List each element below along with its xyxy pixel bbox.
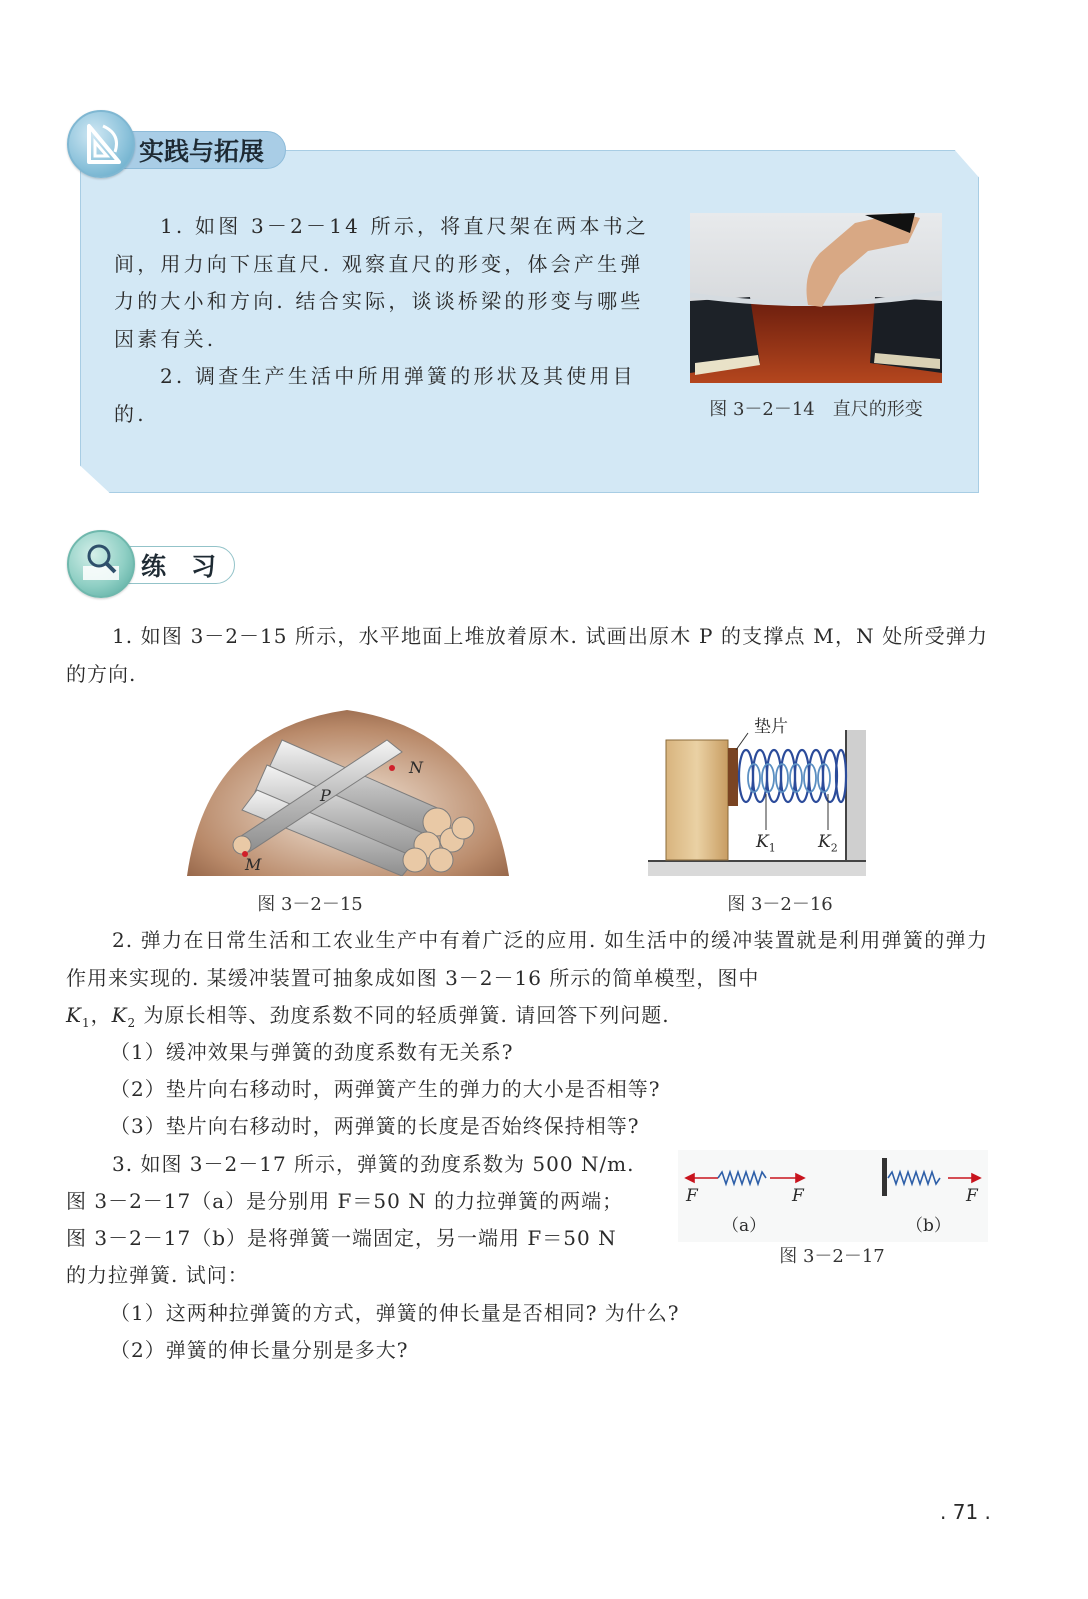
label-p: P: [320, 786, 331, 805]
q2-k2: K: [111, 1003, 128, 1027]
label-fa-left: F: [686, 1186, 698, 1206]
label-n: N: [409, 758, 423, 777]
logs-figure: [187, 710, 509, 876]
q2-k2-sub: 2: [127, 1016, 137, 1030]
q2-k1-sub: 1: [81, 1016, 91, 1030]
fig-3-2-16-caption: 图 3－2－16: [727, 894, 833, 915]
label-m: M: [245, 855, 262, 874]
label-b: （b）: [906, 1216, 951, 1236]
label-fa-right: F: [792, 1186, 804, 1206]
q2-comma: ，: [90, 1003, 112, 1027]
label-pad: 垫片: [754, 717, 788, 737]
label-fb: F: [966, 1186, 978, 1206]
label-k1: [756, 832, 776, 854]
triangle-ruler-icon: [67, 110, 135, 178]
exercise-q3-line3: 图 3－2－17（b）是将弹簧一端固定，另一端用 F＝50 N: [66, 1226, 617, 1250]
practice-item-1: 1. 如图 3－2－14 所示，将直尺架在两本书之间，用力向下压直尺. 观察直尺的形变，体会产生弹力的大小和方向. 结合实际，谈谈桥梁的形变与哪些因素有关.: [114, 214, 650, 351]
k1-subscript: 1: [768, 841, 776, 855]
exercise-q1: 1. 如图 3－2－15 所示，水平地面上堆放着原木. 试画出原木 P 的支撑点 M，N 处所受弹力的方向.: [66, 624, 988, 686]
practice-title: 实践与拓展: [139, 137, 265, 166]
fig-3-2-17-caption: 图 3－2－17: [779, 1246, 885, 1267]
k1-letter: K: [756, 832, 769, 852]
fig-3-2-15-caption: 图 3－2－15: [257, 894, 363, 915]
exercise-q3-line2: 图 3－2－17（a）是分别用 F＝50 N 的力拉弹簧的两端；: [66, 1189, 624, 1213]
exercise-q2-sub2: （2）垫片向右移动时，两弹簧产生的弹力的大小是否相等?: [110, 1077, 661, 1101]
label-k2: [818, 832, 838, 854]
label-a: （a）: [722, 1216, 767, 1236]
exercise-q2-sub1: （1）缓冲效果与弹簧的劲度系数有无关系?: [110, 1040, 514, 1064]
k2-subscript: 2: [830, 841, 838, 855]
q2-k1: K: [66, 1003, 82, 1027]
exercise-title: 练 习: [141, 552, 217, 581]
ruler-deformation-photo: [690, 213, 942, 383]
q2-line3-text: 为原长相等、劲度系数不同的轻质弹簧. 请回答下列问题.: [143, 1003, 670, 1027]
practice-item-2: 2. 调查生产生活中所用弹簧的形状及其使用目的.: [114, 364, 636, 426]
exercise-q3-line4: 的力拉弹簧. 试问：: [66, 1263, 249, 1287]
exercise-q2: 2. 弹力在日常生活和工农业生产中有着广泛的应用. 如生活中的缓冲装置就是利用弹簧的弹力作用来实现的. 某缓冲装置可抽象成如图 3－2－16 所示的简单模型，图中: [66, 928, 988, 990]
page-number: . 71 .: [940, 1500, 991, 1524]
magnifier-book-icon: [67, 530, 135, 598]
exercise-q3-sub2: （2）弹簧的伸长量分别是多大?: [110, 1338, 409, 1362]
exercise-q2-sub3: （3）垫片向右移动时，两弹簧的长度是否始终保持相等?: [110, 1114, 640, 1138]
k2-letter: K: [818, 832, 831, 852]
exercise-q3-line1: 3. 如图 3－2－17 所示，弹簧的劲度系数为 500 N/m.: [112, 1152, 635, 1176]
fig-3-2-14-caption: 图 3－2－14 直尺的形变: [709, 399, 923, 420]
exercise-q3-sub1: （1）这两种拉弹簧的方式，弹簧的伸长量是否相同? 为什么?: [110, 1301, 680, 1325]
